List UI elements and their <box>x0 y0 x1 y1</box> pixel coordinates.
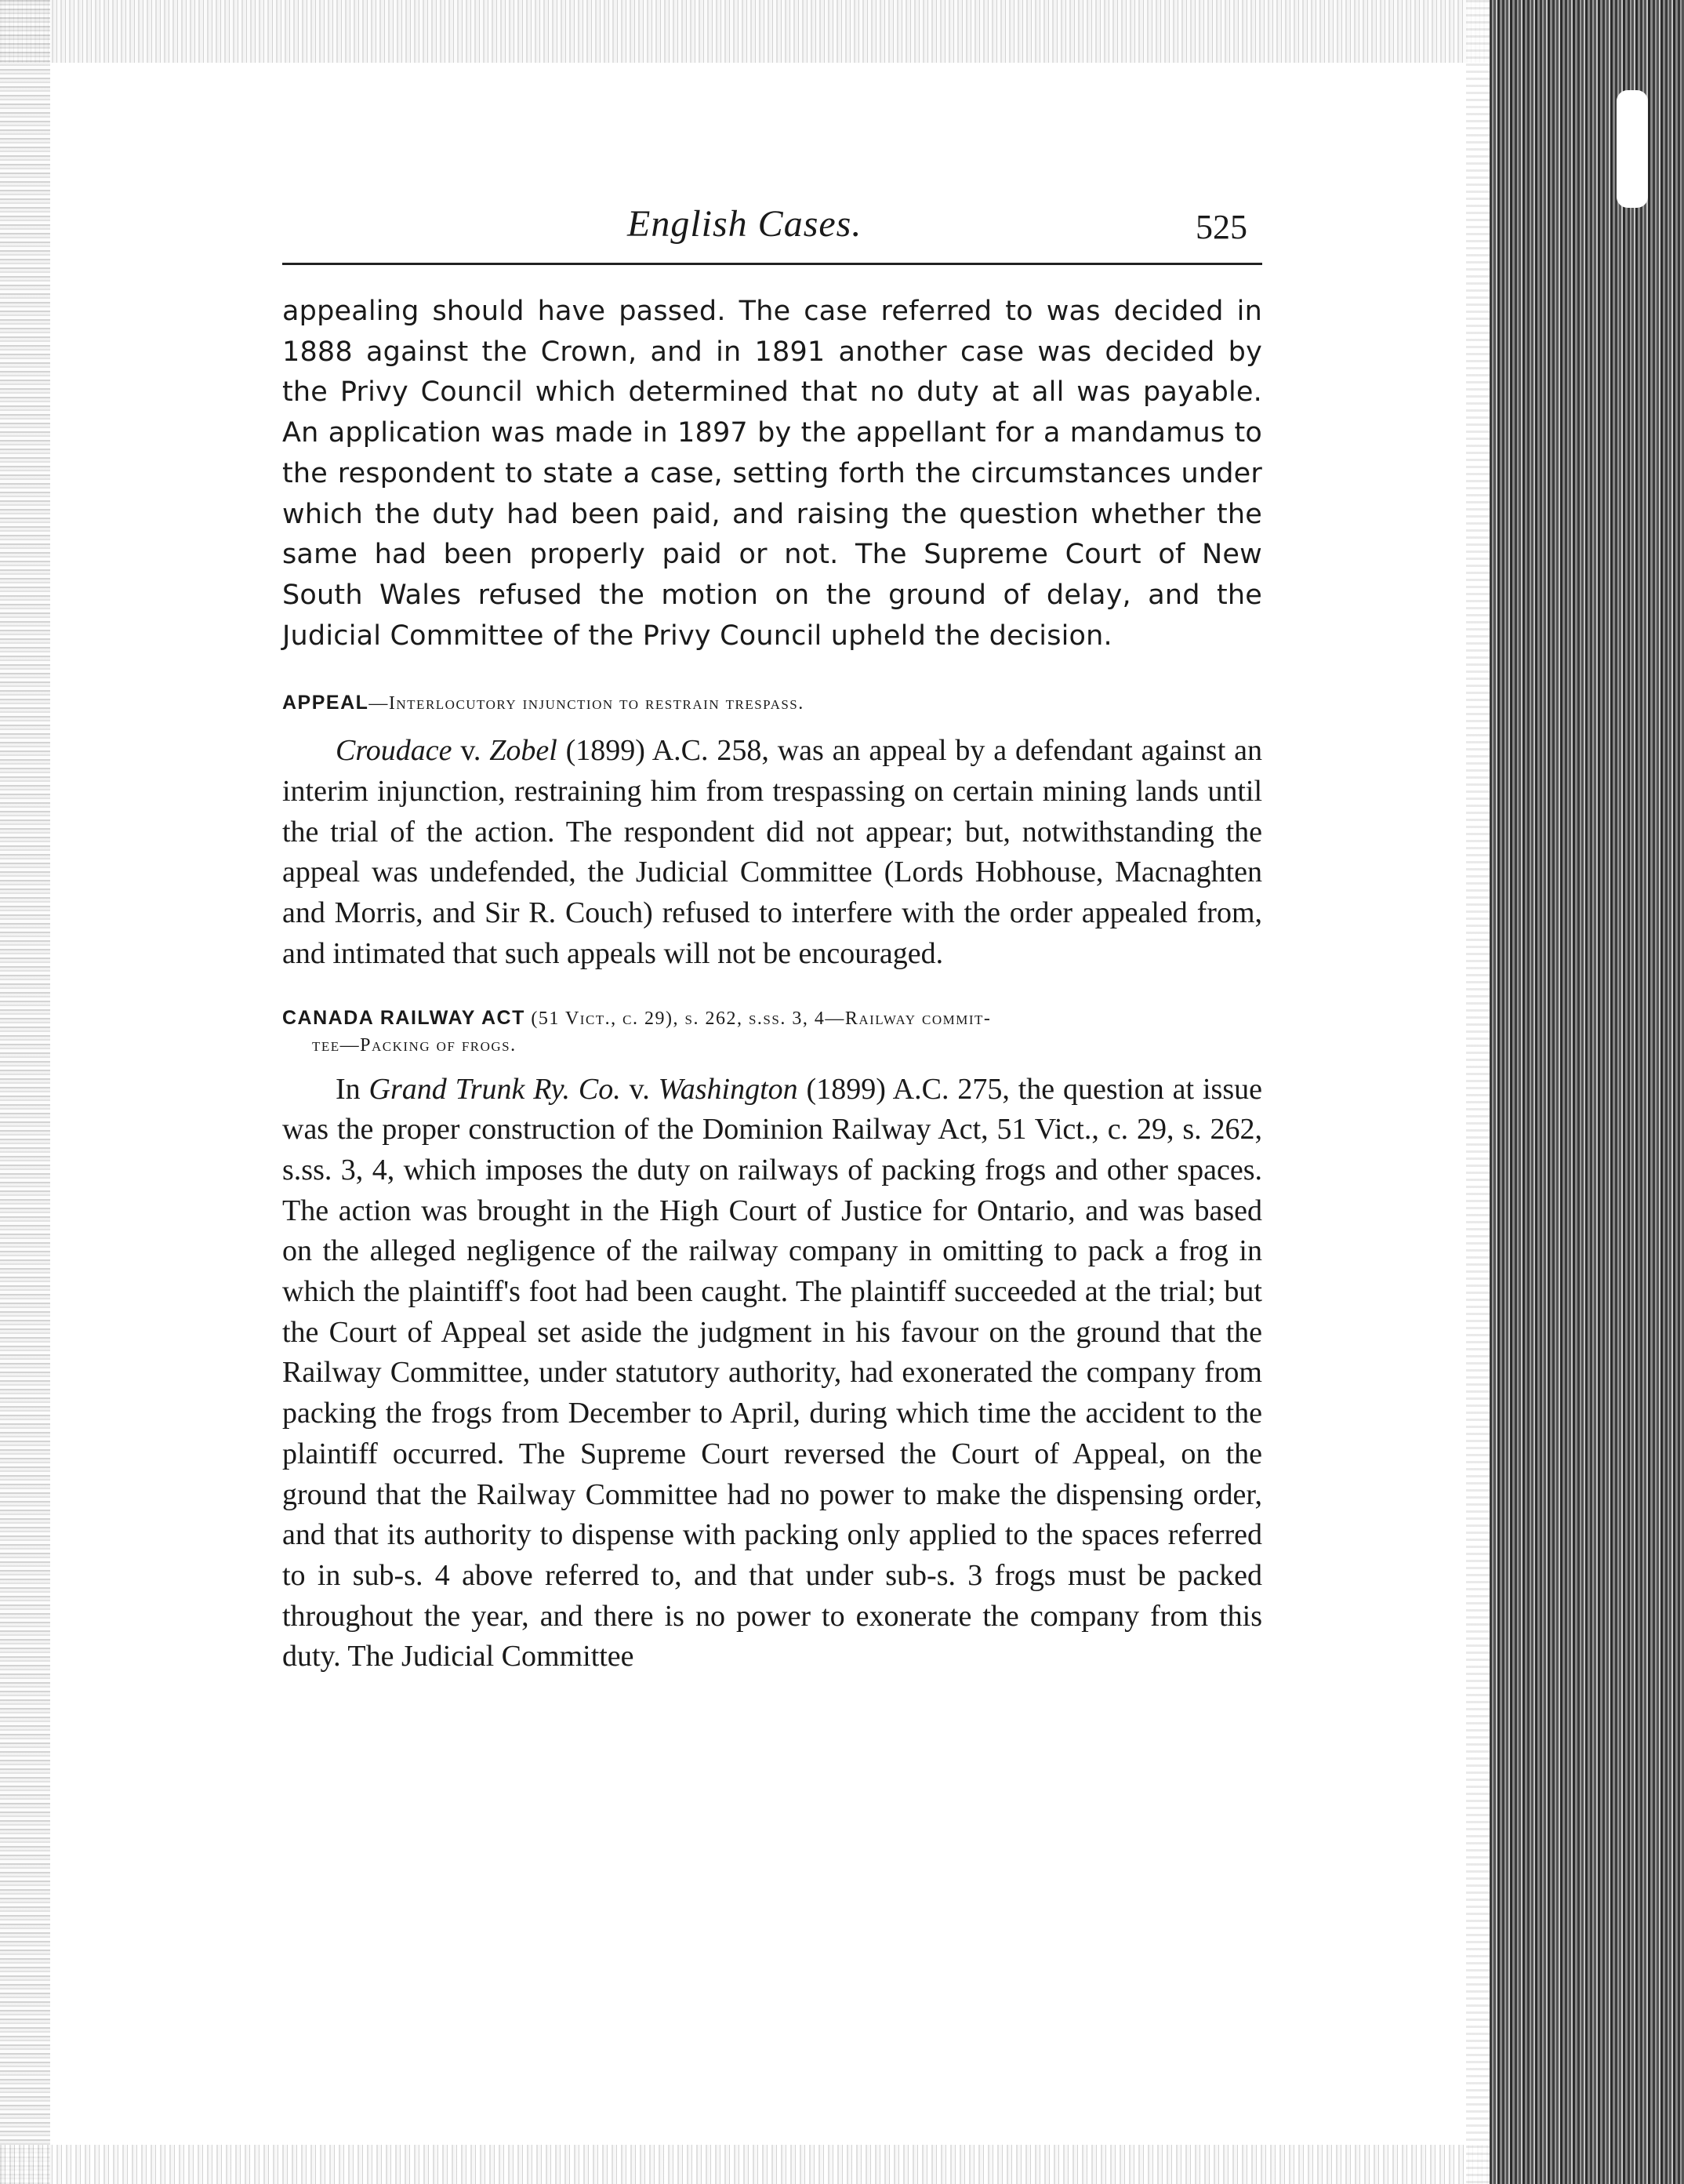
heading-subject: (51 Vict., c. 29), s. 262, s.ss. 3, 4—Railway commit- <box>524 1008 992 1029</box>
appeal-body: (1899) A.C. 258, was an appeal by a defendant against an interim injunction, restraining him from trespassing on certain mining lands until the trial of the action. The respondent did not appear; but, notwithstanding the appeal was undefended, the Judicial Committee (Lords Hobhouse, Macnaghten and Morris, and Sir R. Couch) refused to interfere with the order appealed from, and intimated that such appeals will not be encouraged. <box>282 734 1262 970</box>
case-name: Grand Trunk Ry. Co. <box>368 1072 621 1106</box>
heading-lead: APPEAL <box>282 692 369 714</box>
case-name: Croudace <box>336 734 452 768</box>
page-fore-edge <box>1466 0 1490 2184</box>
book-spine-shadow <box>1490 0 1684 2184</box>
spine-notch <box>1617 90 1648 208</box>
canada-body: (1899) A.C. 275, the question at issue was the proper construction of the Dominion Railway Act, 51 Vict., c. 29, s. 262, s.ss. 3, 4, which imposes the duty on railways of packing frogs and other spaces. The action was brought in the High Court of Justice for Ontario, and was based on the alleged negligence of the railway company in omitting to pack a frog in which the plaintiff's foot had been caught. The plaintiff succeeded at the trial; but the Court of Appeal set aside the judgment in his favour on the ground that the Railway Committee, under statutory authority, had exonerated the company from packing the frogs from December to April, during which time the accident to the plaintiff occurred. The Supreme Court reversed the Court of Appeal, on the ground that the Railway Committee had no power to make the dispensing order, and that its authority to dispense with packing only applied to the spaces referred to in sub-s. 4 above referred to, and that under sub-s. 3 frogs must be packed throughout the year, and there is no power to exonerate the company from this duty. The Judicial Committee <box>282 1072 1262 1673</box>
scan-noise-left <box>0 0 50 2184</box>
running-head: English Cases. <box>627 203 862 245</box>
canada-body-in: In <box>336 1072 369 1106</box>
page-body <box>282 292 1262 1677</box>
heading-subject-cont: tee—Packing of frogs. <box>312 1034 517 1056</box>
appeal-paragraph <box>282 731 1262 974</box>
page-number: 525 <box>1196 208 1247 246</box>
case-v: v. <box>620 1072 659 1106</box>
scan-noise-top <box>0 0 1684 63</box>
heading-lead: CANADA RAILWAY ACT <box>282 1006 525 1029</box>
canada-paragraph <box>282 1070 1262 1678</box>
case-name-2: Washington <box>658 1072 798 1106</box>
scan-noise-bottom <box>0 2145 1684 2184</box>
case-name-2: Zobel <box>489 734 557 768</box>
header-rule <box>282 263 1262 265</box>
case-v: v. <box>452 734 490 768</box>
continuation-paragraph: appealing should have passed. The case referred to was decided in 1888 against the Crown, and in 1891 another case was decided by the Privy Council which determined that no duty at all was payable. An application was made in 1897 by the appellant for a mandamus to the respondent to state a case, setting forth the circumstances under which the duty had been paid, and raising the question whether the same had been properly paid or not. The Supreme Court of New South Wales refused the motion on the ground of delay, and the Judicial Committee of the Privy Council upheld the decision. <box>282 296 1262 652</box>
section-heading-appeal <box>282 689 1262 717</box>
heading-subject: —Interlocutory injunction to restrain trespass. <box>368 693 804 714</box>
section-heading-canada <box>282 1005 1262 1059</box>
page-header <box>282 196 1262 259</box>
